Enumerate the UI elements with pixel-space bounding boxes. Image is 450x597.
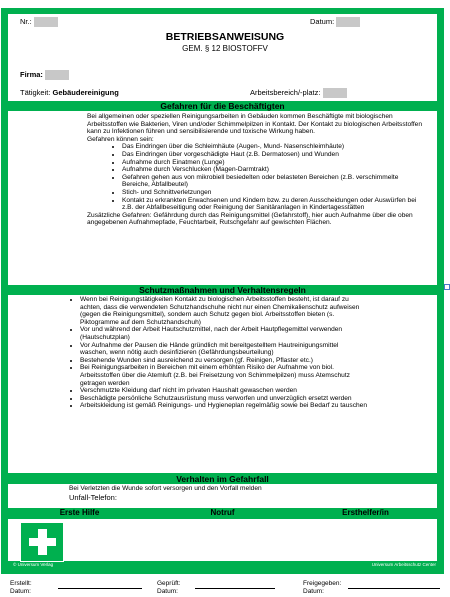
signature-geprueft <box>157 580 180 596</box>
document-title: BETRIEBSANWEISUNG <box>165 31 285 43</box>
document-subtitle: GEM. § 12 BIOSTOFFV <box>182 44 268 53</box>
datum-label: Datum: <box>157 588 178 595</box>
signature-line-erstellt[interactable] <box>58 588 142 589</box>
section-heading-gefahren: Gefahren für die Beschäftigten <box>8 101 437 111</box>
nr-field <box>20 17 58 27</box>
list-item: • Verschmutzte Kleidung darf nicht im privaten Haushalt gewaschen werden <box>80 387 367 395</box>
gefahren-lead: Gefahren können sein: <box>87 135 154 143</box>
gefahren-additional: Zusätzliche Gefahren: Gefährdung durch das Reinigungsmittel (Gefahrstoff), hier auch Aufnahme über die oben angegebenen Aufnahmepfade, Feuchtarbeit, Rutschgefahr auf gewischten Flächen. <box>87 211 413 227</box>
emergency-table-body <box>8 519 437 561</box>
datum-label: Datum: <box>10 588 31 595</box>
emergency-table-header <box>8 507 437 519</box>
list-item: • Aufnahme durch Verschlucken (Magen-Darmtrakt) <box>122 166 419 174</box>
column-notruf: Notruf <box>210 508 235 517</box>
gefahrfall-content <box>8 484 437 508</box>
date-label: Datum: <box>310 17 335 26</box>
section-heading-gefahrfall: Verhalten im Gefahrfall <box>8 474 437 484</box>
date-placeholder[interactable] <box>336 17 360 27</box>
list-item: • Bei Reinigungsarbeiten in Bereichen mit einem erhöhten Risiko der Aufnahme von biol. Arbeitsstoffen über die Atemluft (z.B. bei Freisetzung von Schimmelpilzen) muss Atemschutz getragen werden <box>80 364 367 387</box>
taetigkeit-field <box>20 88 119 97</box>
nr-placeholder[interactable] <box>34 17 58 27</box>
list-item: • Gefahren gehen aus von mikrobiell besiedelten oder belasteten Bereichen (z.B. verschimmelte Bereiche, Abfallbeutel) <box>122 174 419 189</box>
column-ersthelfer: Ersthelfer/in <box>342 508 389 517</box>
list-item: • Das Eindringen über vorgeschädigte Haut (z.B. Dermatosen) und Wunden <box>122 151 419 159</box>
erstellt-label: Erstellt: <box>10 580 32 587</box>
gefahren-intro: Bei allgemeinen oder speziellen Reinigungsarbeiten in Gebäuden kommen Beschäftigte mit biologischen Arbeitsstoffen wie Bakterien, Viren und/oder Schimmelpilzen in Kontakt. Der Kontakt zu biologischen Arbeitsstoffen kann zu Infektionen führen und sensibilisierende und toxische Wirkung haben. <box>87 113 423 136</box>
signature-freigegeben <box>303 580 341 596</box>
column-erste-hilfe: Erste Hilfe <box>59 508 100 517</box>
arbeitsbereich-field <box>250 88 347 98</box>
footer-publisher: Universum Arbeitsschutz Center <box>371 562 436 567</box>
arbeitsbereich-placeholder[interactable] <box>323 88 347 98</box>
firma-field <box>20 70 69 80</box>
list-item: • Das Eindringen über die Schleimhäute (Augen-, Mund- Nasenschleimhäute) <box>122 143 419 151</box>
list-item: • Arbeitskleidung ist gemäß Reinigungs- und Hygieneplan regelmäßig sowie bei Bedarf zu tauschen <box>80 402 367 410</box>
list-item: • Beschädigte persönliche Schutzausrüstung muss verworfen und unverzüglich ersetzt werden <box>80 395 367 403</box>
taetigkeit-value: Gebäudereinigung <box>52 88 119 97</box>
footer-copyright: © Universum Verlag <box>13 562 54 567</box>
date-field <box>310 17 360 27</box>
list-item: • Wenn bei Reinigungstätigkeiten Kontakt zu biologischen Arbeitsstoffen besteht, ist darauf zu achten, dass die verwendeten Schutzhandschuhe nicht nur einen Chemikalienschutz aufweisen (gegen die Reinigungsmittel), sondern auch Schutz gegen biol. Arbeitsstoffen bieten (s. Piktogramme auf dem Schutzhandschuh) <box>80 296 367 326</box>
anchor-marker <box>444 284 450 290</box>
freigegeben-label: Freigegeben: <box>303 580 342 587</box>
taetigkeit-label: Tätigkeit: <box>20 88 51 97</box>
arbeitsbereich-label: Arbeitsbereich/-platz: <box>250 88 321 97</box>
first-aid-icon <box>20 522 64 562</box>
signature-line-freigegeben[interactable] <box>348 588 440 589</box>
firma-placeholder[interactable] <box>45 70 69 80</box>
schutz-list <box>8 296 437 410</box>
schutz-content <box>8 295 437 473</box>
gefahren-content <box>8 111 437 287</box>
signature-line-geprueft[interactable] <box>195 588 275 589</box>
list-item: • Stich- und Schnittverletzungen <box>122 189 419 197</box>
list-item: • Bestehende Wunden sind ausreichend zu versorgen (gf. Reinigen, Pflaster etc.) <box>80 357 367 365</box>
gefahren-list <box>8 143 437 211</box>
unfall-telefon-label: Unfall-Telefon: <box>69 492 117 502</box>
gefahrfall-text: Bei Verletzten die Wunde sofort versorgen und den Vorfall melden <box>69 485 262 492</box>
list-item: • Vor Aufnahme der Pausen die Hände gründlich mit bereitgestelltem Hautreinigungsmittel waschen, wenn nötig auch desinfizieren (Gefährdungsbeurteilung) <box>80 342 367 357</box>
nr-label: Nr.: <box>20 17 32 26</box>
datum-label: Datum: <box>303 588 324 595</box>
list-item: • Kontakt zu erkrankten Erwachsenen und Kindern bzw. zu deren Ausscheidungen oder Auswürfen bei z.B. der Abfallbeseitigung oder Reinigung der Sanitäranlagen in Kindertagesstätten <box>122 197 419 212</box>
firma-label: Firma: <box>20 70 43 79</box>
section-heading-schutz: Schutzmaßnahmen und Verhaltensregeln <box>8 285 437 295</box>
list-item: • Vor und während der Arbeit Hautschutzmittel, nach der Arbeit Hautpflegemittel verwenden (Hautschutzplan) <box>80 326 367 341</box>
geprueft-label: Geprüft: <box>157 580 181 587</box>
signature-erstellt <box>10 580 32 596</box>
list-item: • Aufnahme durch Einatmen (Lunge) <box>122 159 419 167</box>
